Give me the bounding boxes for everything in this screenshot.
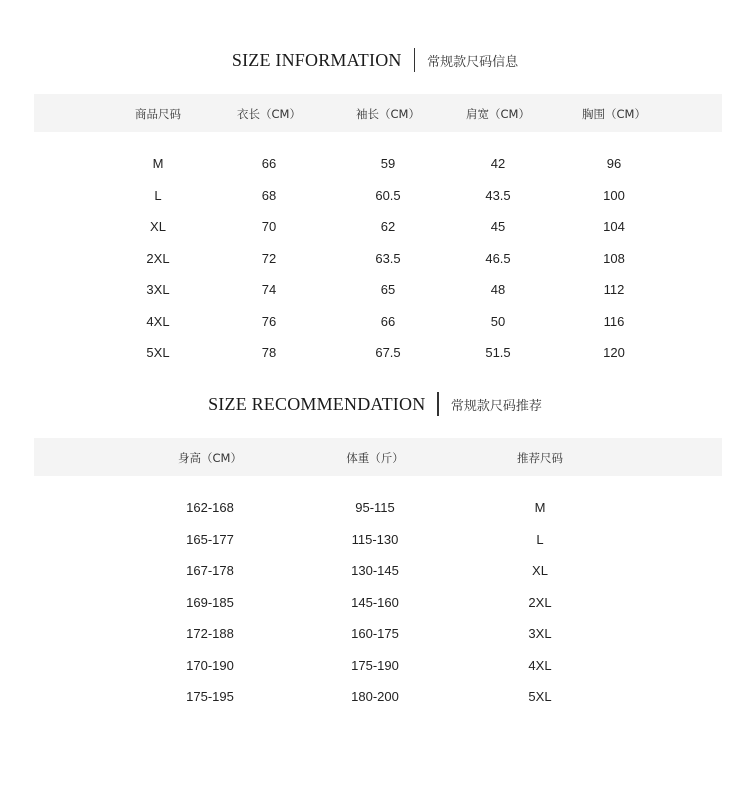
table-cell: 76 bbox=[261, 313, 277, 329]
table-cell: 170-190 bbox=[186, 657, 234, 673]
table-cell: 70 bbox=[261, 219, 277, 234]
table-cell: 67.5 bbox=[375, 345, 401, 360]
table-cell: 78 bbox=[261, 345, 277, 360]
table-cell: 3XL bbox=[528, 626, 552, 641]
table-cell: 62 bbox=[380, 219, 396, 234]
table-cell: 165-177 bbox=[186, 531, 234, 547]
size-information-title-cn: 常规款尺码信息 bbox=[427, 54, 519, 70]
table-cell: 51.5 bbox=[485, 345, 511, 360]
table-cell: 4XL bbox=[528, 657, 552, 673]
table-cell: L bbox=[536, 531, 544, 547]
column-header: 衣长（CM） bbox=[237, 107, 301, 121]
table-cell: 96 bbox=[606, 156, 622, 171]
column-header: 肩宽（CM） bbox=[466, 107, 530, 121]
table-cell: 3XL bbox=[146, 282, 170, 297]
column-header: 推荐尺码 bbox=[517, 451, 563, 465]
table-cell: 108 bbox=[603, 250, 625, 266]
table-cell: 46.5 bbox=[485, 250, 511, 266]
table-cell: XL bbox=[150, 219, 166, 234]
table-cell: 2XL bbox=[146, 250, 170, 266]
table-cell: 95-115 bbox=[355, 500, 395, 515]
table-cell: 72 bbox=[261, 250, 277, 266]
table-cell: 43.5 bbox=[485, 187, 511, 203]
table-cell: 175-190 bbox=[351, 657, 399, 673]
table-cell: M bbox=[534, 500, 546, 515]
table-cell: M bbox=[152, 156, 164, 171]
title-divider bbox=[414, 48, 416, 72]
table-cell: 5XL bbox=[528, 689, 552, 704]
table-cell: 66 bbox=[380, 313, 396, 329]
table-cell: 66 bbox=[261, 156, 277, 171]
table-cell: 45 bbox=[490, 219, 506, 234]
table-cell: 59 bbox=[380, 156, 396, 171]
size-recommendation-title-en: SIZE RECOMMENDATION bbox=[208, 393, 426, 414]
table-cell: 162-168 bbox=[186, 500, 234, 515]
table-cell: 167-178 bbox=[186, 563, 234, 578]
table-cell: 42 bbox=[490, 156, 506, 171]
table-cell: 2XL bbox=[528, 594, 552, 610]
table-cell: 120 bbox=[603, 345, 625, 360]
size-recommendation-title-cn: 常规款尺码推荐 bbox=[450, 398, 542, 414]
table-cell: 68 bbox=[261, 187, 277, 203]
size-information-title bbox=[0, 46, 750, 74]
size-recommendation-title bbox=[0, 390, 750, 418]
size-information-title-en: SIZE INFORMATION bbox=[231, 49, 402, 70]
table-cell: 180-200 bbox=[351, 689, 399, 704]
table-cell: 4XL bbox=[146, 313, 170, 329]
table-cell: XL bbox=[532, 563, 548, 578]
table-cell: 60.5 bbox=[375, 187, 401, 203]
column-header: 胸围（CM） bbox=[582, 107, 646, 121]
table-cell: 74 bbox=[261, 282, 277, 297]
table-cell: 172-188 bbox=[186, 626, 234, 641]
table-cell: 116 bbox=[603, 313, 625, 329]
table-cell: 169-185 bbox=[186, 594, 234, 610]
table-cell: 160-175 bbox=[351, 626, 399, 641]
table-cell: 130-145 bbox=[351, 563, 399, 578]
title-divider bbox=[437, 392, 439, 416]
table-cell: 65 bbox=[380, 282, 396, 297]
column-header: 商品尺码 bbox=[135, 107, 181, 121]
column-header: 体重（斤） bbox=[346, 451, 404, 465]
table-cell: 112 bbox=[603, 282, 625, 297]
table-cell: 50 bbox=[490, 313, 506, 329]
column-header: 身高（CM） bbox=[178, 451, 242, 465]
table-cell: L bbox=[154, 187, 162, 203]
table-cell: 175-195 bbox=[186, 689, 234, 704]
table-cell: 63.5 bbox=[375, 250, 401, 266]
table-cell: 100 bbox=[603, 187, 625, 203]
table-cell: 115-130 bbox=[351, 531, 399, 547]
table-cell: 145-160 bbox=[351, 594, 399, 610]
table-cell: 5XL bbox=[146, 345, 170, 360]
column-header: 袖长（CM） bbox=[356, 107, 420, 121]
table-cell: 104 bbox=[603, 219, 625, 234]
table-cell: 48 bbox=[490, 282, 506, 297]
